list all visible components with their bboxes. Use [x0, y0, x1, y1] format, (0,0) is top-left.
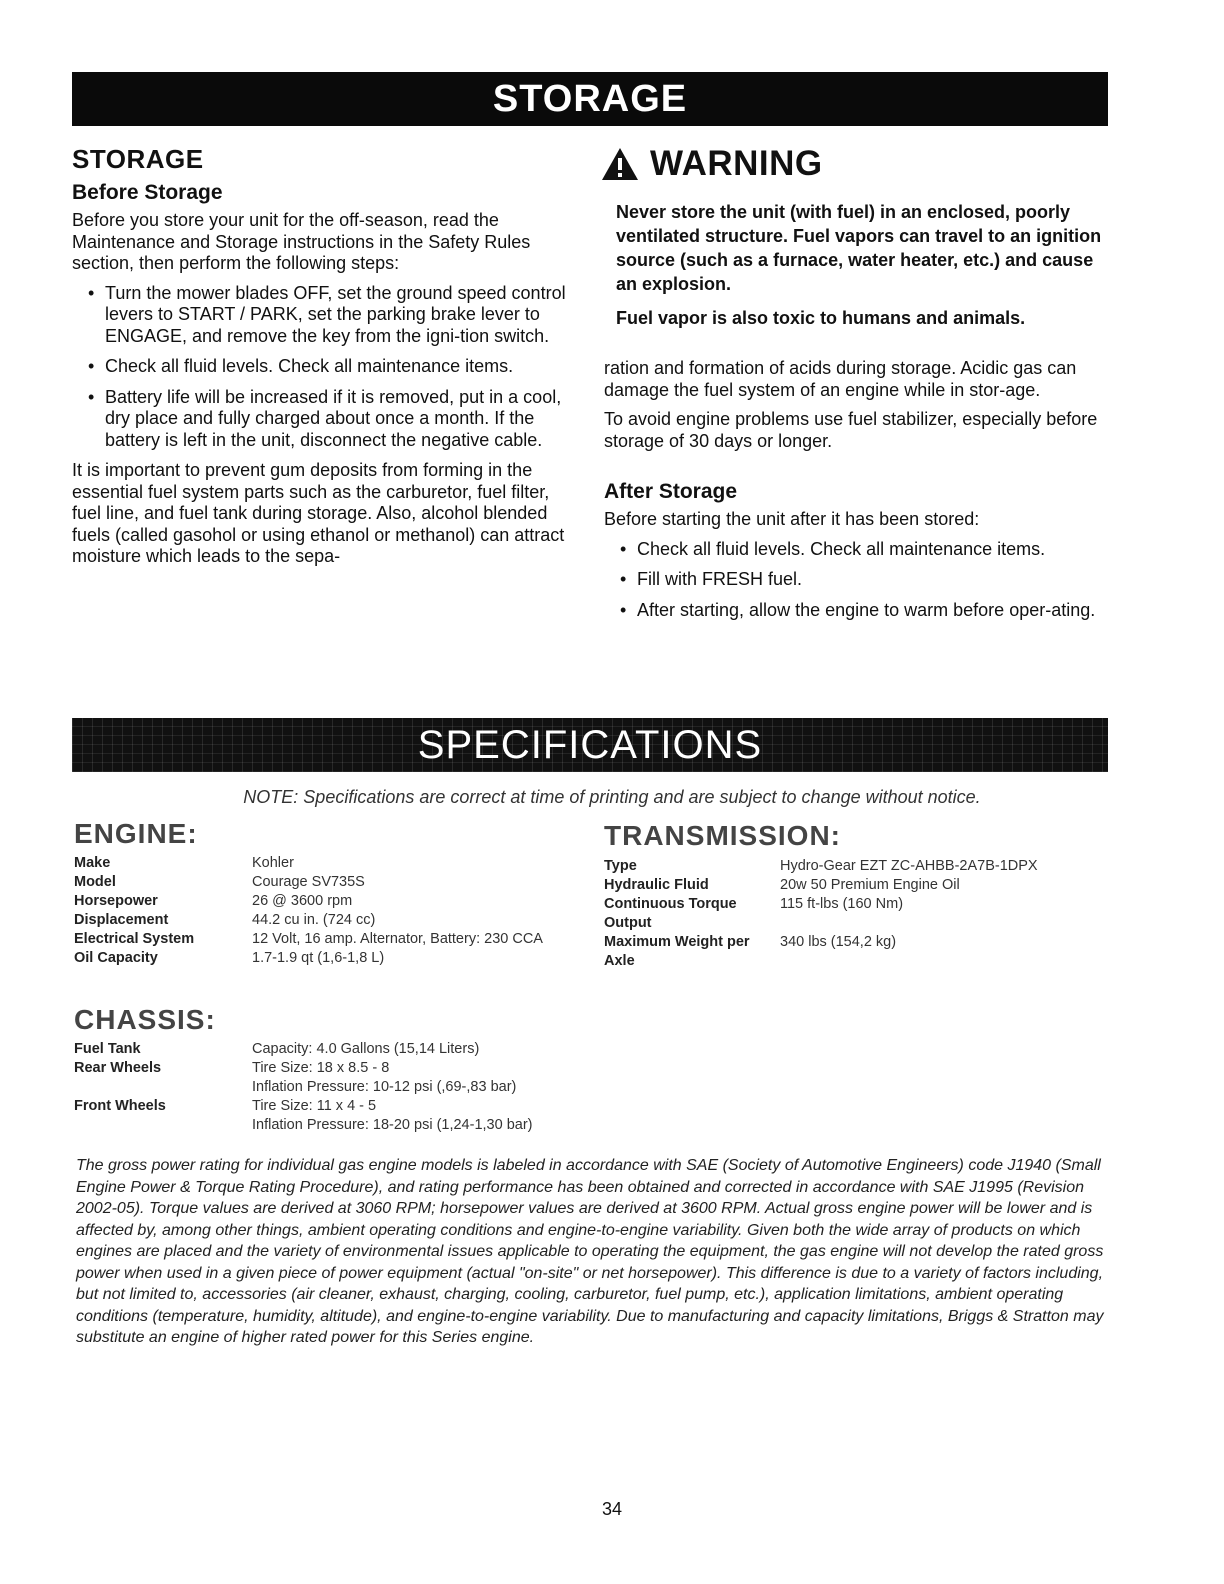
spec-value: 12 Volt, 16 amp. Alternator, Battery: 230 CCA [252, 931, 543, 947]
spec-label: Continuous Torque Output [604, 896, 737, 931]
table-row [604, 895, 1038, 933]
spec-label: Model [74, 874, 116, 890]
table-row [74, 1097, 532, 1116]
chassis-heading: CHASSIS: [74, 1004, 216, 1035]
spec-value: 26 @ 3600 rpm [252, 893, 353, 909]
spec-value: Capacity: 4.0 Gallons (15,14 Liters) [252, 1041, 480, 1057]
after-storage-heading: After Storage [604, 480, 738, 503]
spec-value: 340 lbs (154,2 kg) [780, 934, 897, 950]
list-item: • Check all fluid levels. Check all maintenance items. [72, 356, 582, 378]
spec-value: Kohler [252, 855, 294, 871]
spec-label [74, 1116, 252, 1135]
spec-label: Horsepower [74, 893, 158, 909]
spec-value: 44.2 cu in. (724 cc) [252, 912, 376, 928]
warning-text-explosion: Never store the unit (with fuel) in an enclosed, poorly ventilated structure. Fuel vapors can travel to an ignition source (such as a furnace, water heater, etc.) and cause an explosion. [616, 202, 1102, 294]
table-row [74, 892, 543, 911]
list-item: • Turn the mower blades OFF, set the ground speed control levers to START / PARK, set the parking brake lever to ENGAGE, and remove the key from the igni-tion switch. [72, 283, 582, 348]
spec-value: 1.7-1.9 qt (1,6-1,8 L) [252, 950, 385, 966]
table-row [74, 873, 543, 892]
warning-title: WARNING [650, 144, 823, 183]
storage-left-column [72, 144, 582, 576]
engine-spec-table [74, 854, 543, 968]
spec-label: Fuel Tank [74, 1041, 141, 1057]
table-row [74, 949, 543, 968]
table-row [74, 1078, 532, 1097]
specifications-banner-title: SPECIFICATIONS [417, 722, 763, 767]
warning-text-toxic: Fuel vapor is also toxic to humans and animals. [616, 308, 1026, 328]
table-row [604, 857, 1038, 876]
warning-triangle-icon [600, 146, 640, 182]
list-item: • Check all fluid levels. Check all maintenance items. [604, 539, 1104, 561]
table-row [604, 876, 1038, 895]
spec-label: Front Wheels [74, 1098, 166, 1114]
spec-label: Maximum Weight per Axle [604, 934, 750, 969]
table-row [604, 933, 1038, 971]
table-row [74, 854, 543, 873]
continued-paragraph: ration and formation of acids during storage. Acidic gas can damage the fuel system of an engine while in stor-age. [604, 358, 1077, 400]
table-row [74, 930, 543, 949]
spec-label: Electrical System [74, 931, 195, 947]
list-item: • Fill with FRESH fuel. [604, 569, 1104, 591]
list-item: • Battery life will be increased if it is removed, put in a cool, dry place and fully charged about once a month. If the battery is left in the unit, disconnect the negative cable. [72, 387, 582, 452]
spec-value: Inflation Pressure: 18-20 psi (1,24-1,30 bar) [252, 1117, 533, 1133]
storage-title: STORAGE [72, 144, 204, 174]
transmission-heading: TRANSMISSION: [604, 820, 841, 851]
after-storage-steps [604, 539, 1104, 622]
page-number: 34 [601, 1499, 623, 1519]
spec-value: Courage SV735S [252, 874, 365, 890]
spec-value: Hydro-Gear EZT ZC-AHBB-2A7B-1DPX [780, 858, 1038, 874]
spec-value: Inflation Pressure: 10-12 psi (,69-,83 bar) [252, 1079, 517, 1095]
storage-banner [72, 72, 1108, 126]
spec-value: Tire Size: 18 x 8.5 - 8 [252, 1060, 390, 1076]
table-row [74, 1040, 532, 1059]
gum-deposits-paragraph: It is important to prevent gum deposits from forming in the essential fuel system parts such as the carburetor, fuel filter, fuel line, and fuel tank during storage. Also, alcohol blended fuels (called gasohol or using ethanol or methanol) can attract moisture which leads to the sepa- [72, 460, 565, 566]
spec-label: Hydraulic Fluid [604, 877, 709, 893]
spec-value: 115 ft-lbs (160 Nm) [780, 896, 904, 912]
warning-header [600, 144, 1104, 184]
spec-label [74, 1078, 252, 1097]
table-row [74, 911, 543, 930]
table-row [74, 1116, 532, 1135]
transmission-spec-table [604, 857, 1038, 971]
spec-label: Make [74, 855, 111, 871]
spec-label: Displacement [74, 912, 169, 928]
stabilizer-paragraph: To avoid engine problems use fuel stabilizer, especially before storage of 30 days or longer. [604, 409, 1098, 451]
before-storage-heading: Before Storage [72, 181, 223, 204]
engine-heading: ENGINE: [74, 818, 198, 849]
spec-label: Rear Wheels [74, 1060, 162, 1076]
spec-label: Oil Capacity [74, 950, 158, 966]
gross-power-footnote: The gross power rating for individual gas engine models is labeled in accordance with SAE (Society of Automotive Engineers) code J1940 (Small Engine Power & Torque Rating Procedure), and rating performance has been obtained and corrected in accordance with SAE J1995 (Revision 2002-05). Torque values are derived at 3060 RPM; horsepower values are derived at 3600 RPM. Actual gross engine power will be lower and is affected by, among other things, ambient operating conditions and engine-to-engine variability. Given both the wide array of products on which engines are placed and the variety of environmental issues applicable to operating the equipment, the gas engine will not develop the rated gross power when used in a given piece of power equipment (actual "on-site" or net horsepower). This difference is due to a variety of factors including, but not limited to, accessories (air cleaner, exhaust, charging, cooling, carburetor, fuel pump, etc.), application limitations, ambient operating conditions (temperature, humidity, altitude), and engine-to-engine variability. Due to manufacturing and capacity limitations, Briggs & Stratton may substitute an engine of higher rated power for this Series engine. [76, 1157, 1104, 1346]
specifications-note: NOTE: Specifications are correct at time of printing and are subject to change without notice. [243, 787, 981, 807]
before-storage-intro: Before you store your unit for the off-season, read the Maintenance and Storage instructions in the Safety Rules section, then perform the following steps: [72, 210, 531, 273]
table-row [74, 1059, 532, 1078]
spec-label: Type [604, 858, 637, 874]
spec-value: 20w 50 Premium Engine Oil [780, 877, 960, 893]
specifications-banner [72, 718, 1108, 772]
storage-banner-title: STORAGE [492, 77, 688, 120]
list-item: • After starting, allow the engine to warm before oper-ating. [604, 600, 1104, 622]
spec-value: Tire Size: 11 x 4 - 5 [252, 1098, 377, 1114]
storage-right-column [604, 144, 1104, 630]
chassis-spec-table [74, 1040, 532, 1135]
after-storage-intro: Before starting the unit after it has been stored: [604, 509, 980, 529]
before-storage-steps [72, 283, 582, 452]
